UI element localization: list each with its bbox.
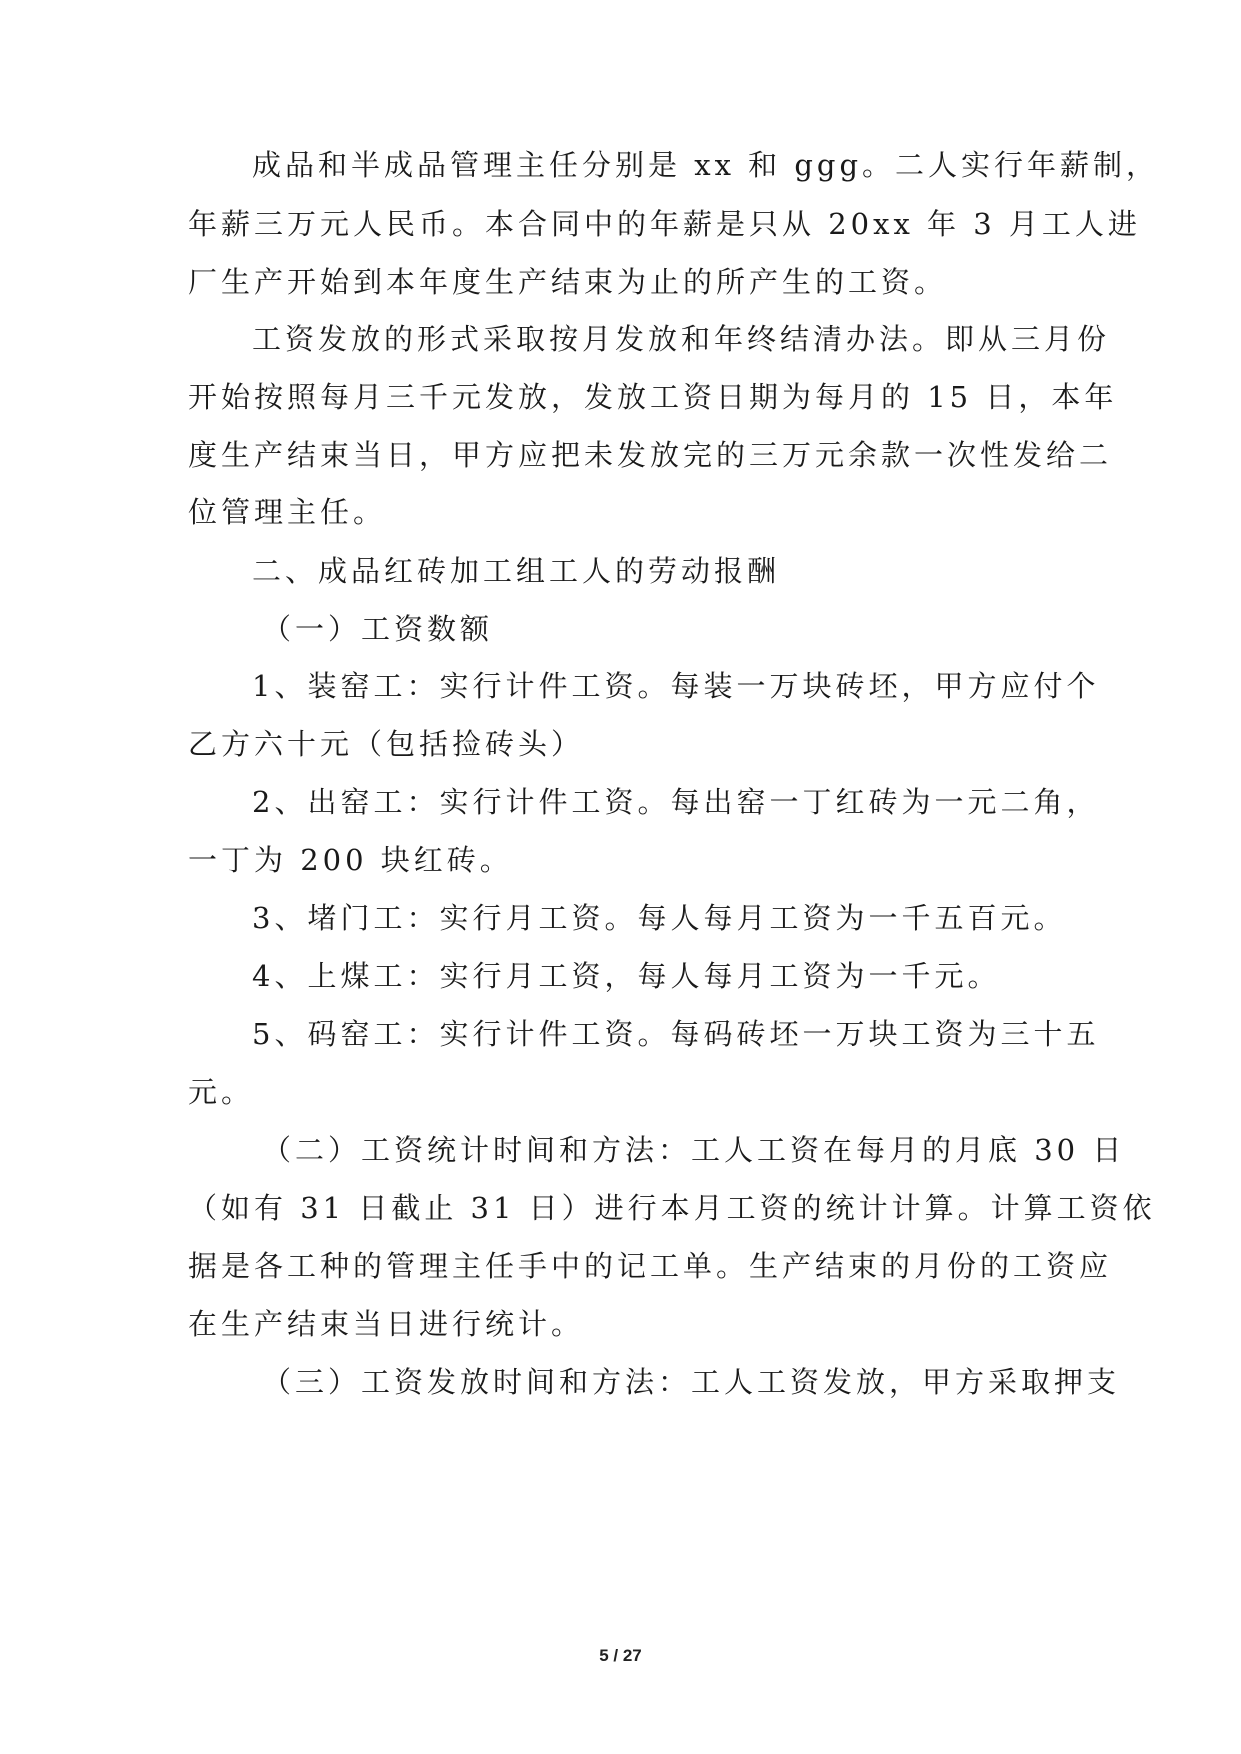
paragraph-line: 厂生产开始到本年度生产结束为止的所产生的工资。 <box>188 265 948 299</box>
list-item-continuation: 元。 <box>188 1075 255 1109</box>
paragraph-line: （二）工资统计时间和方法：工人工资在每月的月底 30 日 <box>262 1133 1126 1167</box>
paragraph-line: 据是各工种的管理主任手中的记工单。生产结束的月份的工资应 <box>188 1249 1113 1283</box>
paragraph-line: 成品和半成品管理主任分别是 xx 和 ggg。二人实行年薪制， <box>252 148 1160 182</box>
paragraph-line: 位管理主任。 <box>188 495 387 529</box>
list-item: 2、出窑工：实行计件工资。每出窑一丁红砖为一元二角， <box>252 785 1100 819</box>
paragraph-line: 在生产结束当日进行统计。 <box>188 1307 585 1341</box>
list-item: 5、码窑工：实行计件工资。每码砖坯一万块工资为三十五 <box>252 1017 1100 1051</box>
list-item: 1、装窑工：实行计件工资。每装一万块砖坯，甲方应付个 <box>252 669 1100 703</box>
list-item: 4、上煤工：实行月工资，每人每月工资为一千元。 <box>252 959 1001 993</box>
page-number: 5 / 27 <box>599 1646 642 1665</box>
list-item: 3、堵门工：实行月工资。每人每月工资为一千五百元。 <box>252 901 1067 935</box>
list-item-continuation: 一丁为 200 块红砖。 <box>188 843 513 877</box>
paragraph-line: 度生产结束当日，甲方应把未发放完的三万元余款一次性发给二 <box>188 438 1113 472</box>
paragraph-line: 年薪三万元人民币。本合同中的年薪是只从 20xx 年 3 月工人进 <box>188 207 1141 241</box>
paragraph-line: （三）工资发放时间和方法：工人工资发放，甲方采取押支 <box>262 1365 1121 1399</box>
paragraph-line: 工资发放的形式采取按月发放和年终结清办法。即从三月份 <box>252 322 1111 356</box>
list-item-continuation: 乙方六十元（包括捡砖头） <box>188 727 585 761</box>
section-heading: 二、成品红砖加工组工人的劳动报酬 <box>252 554 781 588</box>
paragraph-line: （如有 31 日截止 31 日）进行本月工资的统计计算。计算工资依 <box>188 1191 1156 1225</box>
paragraph-line: 开始按照每月三千元发放，发放工资日期为每月的 15 日，本年 <box>188 380 1118 414</box>
subsection-heading: （一）工资数额 <box>262 612 494 646</box>
